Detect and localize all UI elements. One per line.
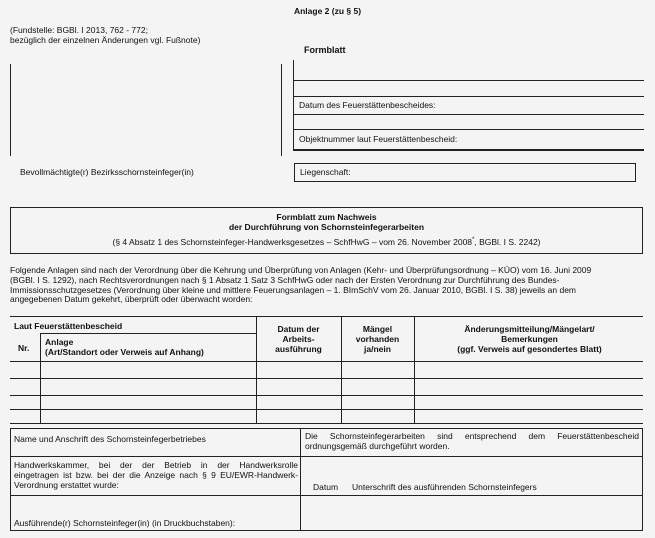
col-header-anlage-2: (Art/Standort oder Verweis auf Anhang)	[45, 346, 204, 357]
hwk-line-2: eingetragen ist bzw. bei der die Anzeige nach § 9 EU/EWR-Handwerk-	[14, 469, 298, 480]
col-header-aend-3: (ggf. Verweis auf gesondertes Blatt)	[457, 343, 602, 354]
intro-line-1: Folgende Anlagen sind nach der Verordnung über die Kehrung und Überprüfung von Anlagen (Kehr- und Überprüfungsordnung – KÜO) vom 16. Juni 2009	[10, 265, 592, 275]
intro-line-4: angegebenen Datum gekehrt, überprüft oder überwacht worden:	[10, 294, 253, 305]
col-header-maengel-3: ja/nein	[364, 343, 391, 354]
col-header-nr: Nr.	[18, 343, 30, 353]
table-row-line	[10, 361, 643, 362]
bottom-center-divider	[300, 428, 301, 531]
top-field-line-2	[293, 96, 644, 97]
col-header-maengel-1: Mängel	[362, 324, 393, 334]
intro-line-3: Immissionsschutzgesetzes (Verordnung über kleine und mittlere Feuerungsanlagen – 1. BImSchV vom 26. Januar 2010, BGBl. I S. 38) jeweils an dem	[10, 284, 577, 295]
datum-bescheid-label: Datum des Feuerstättenbescheides:	[299, 100, 436, 110]
liegenschaft-label: Liegenschaft:	[300, 167, 351, 177]
col-header-maengel-2: vorhanden	[355, 333, 400, 344]
hwk-line-1: Handwerkskammer, bei der der Betrieb in der Handwerksrolle	[14, 460, 298, 470]
intro-paragraph	[10, 266, 645, 305]
page-title: Anlage 2 (zu § 5)	[293, 6, 362, 16]
intro-line-2: (BGBl. I S. 1292), nach Rechtsverordnungen nach § 1 Absatz 1 Satz 3 SchfHwG oder nach der Ersten Verordnung zur Durchführung des Bundes-	[10, 274, 560, 285]
table-row-line	[10, 378, 643, 379]
table-row-line	[10, 395, 643, 396]
col-header-anlage-1: Anlage	[45, 337, 74, 347]
source-line-1: (Fundstelle: BGBl. I 2013, 762 - 772;	[10, 25, 148, 35]
col-header-datum-3: ausführung	[275, 343, 322, 354]
hwk-text	[14, 461, 298, 490]
col-header-datum	[256, 325, 341, 354]
center-divider-line	[281, 64, 282, 156]
bestaetigung-text	[305, 432, 639, 452]
top-field-line-5	[293, 150, 644, 151]
top-field-line-3	[293, 114, 644, 115]
title-law-text: (§ 4 Absatz 1 des Schornsteinfeger-Handwerksgesetzes – SchfHwG – vom 26. November 2008	[112, 237, 473, 247]
form-label: Formblatt	[304, 45, 346, 55]
col-header-aenderung	[414, 325, 645, 354]
table-row-line	[10, 409, 643, 410]
table-top-line	[10, 316, 643, 317]
top-field-line-4	[293, 129, 644, 130]
col-header-datum-1: Datum der	[277, 324, 320, 334]
table-row-line	[10, 423, 643, 424]
source-line-2: bezüglich der einzelnen Änderungen vgl. Fußnote)	[10, 35, 201, 45]
bottom-line-2r	[300, 495, 643, 496]
bottom-line-1	[10, 456, 643, 457]
ausfuehrender-label: Ausführende(r) Schornsteinfeger(in) (in Druckbuchstaben):	[14, 518, 236, 528]
group-header: Laut Feuerstättenbescheid	[14, 321, 123, 331]
bestaetigung-line-1: Die Schornsteinfegerarbeiten sind entsprechend dem Feuerstättenbescheid	[305, 431, 639, 441]
group-header-underline	[40, 333, 256, 334]
col-header-maengel	[341, 325, 414, 354]
bevollmaechtigter-label: Bevollmächtigte(r) Bezirksschornsteinfeger(in)	[20, 167, 194, 177]
unterschrift-label: Unterschrift des ausführenden Schornsteinfegers	[352, 482, 537, 492]
datum-label: Datum	[313, 482, 339, 492]
name-anschrift-label: Name und Anschrift des Schornsteinfegerbetriebes	[14, 434, 206, 444]
col-header-aend-1: Änderungsmitteilung/Mängelart/	[464, 324, 595, 334]
hwk-line-3: Verordnung erstattet wurde:	[14, 479, 119, 490]
title-line-3	[10, 237, 643, 247]
title-line-1: Formblatt zum Nachweis	[276, 212, 377, 222]
left-margin-line	[10, 64, 11, 156]
footnote-marker: *	[472, 237, 475, 244]
bottom-line-2	[10, 495, 300, 496]
col-header-aend-2: Bemerkungen	[501, 333, 558, 344]
title-law-citation: , BGBl. I S. 2242)	[474, 237, 541, 247]
col-header-datum-2: Arbeits-	[282, 333, 315, 344]
top-field-line-1	[293, 80, 644, 81]
title-line-2: der Durchführung von Schornsteinfegerarbeiten	[228, 222, 425, 232]
objektnummer-label: Objektnummer laut Feuerstättenbescheid:	[299, 134, 458, 144]
col-header-anlage	[45, 338, 204, 358]
bestaetigung-line-2: ordnungsgemäß durchgeführt worden.	[305, 440, 450, 451]
